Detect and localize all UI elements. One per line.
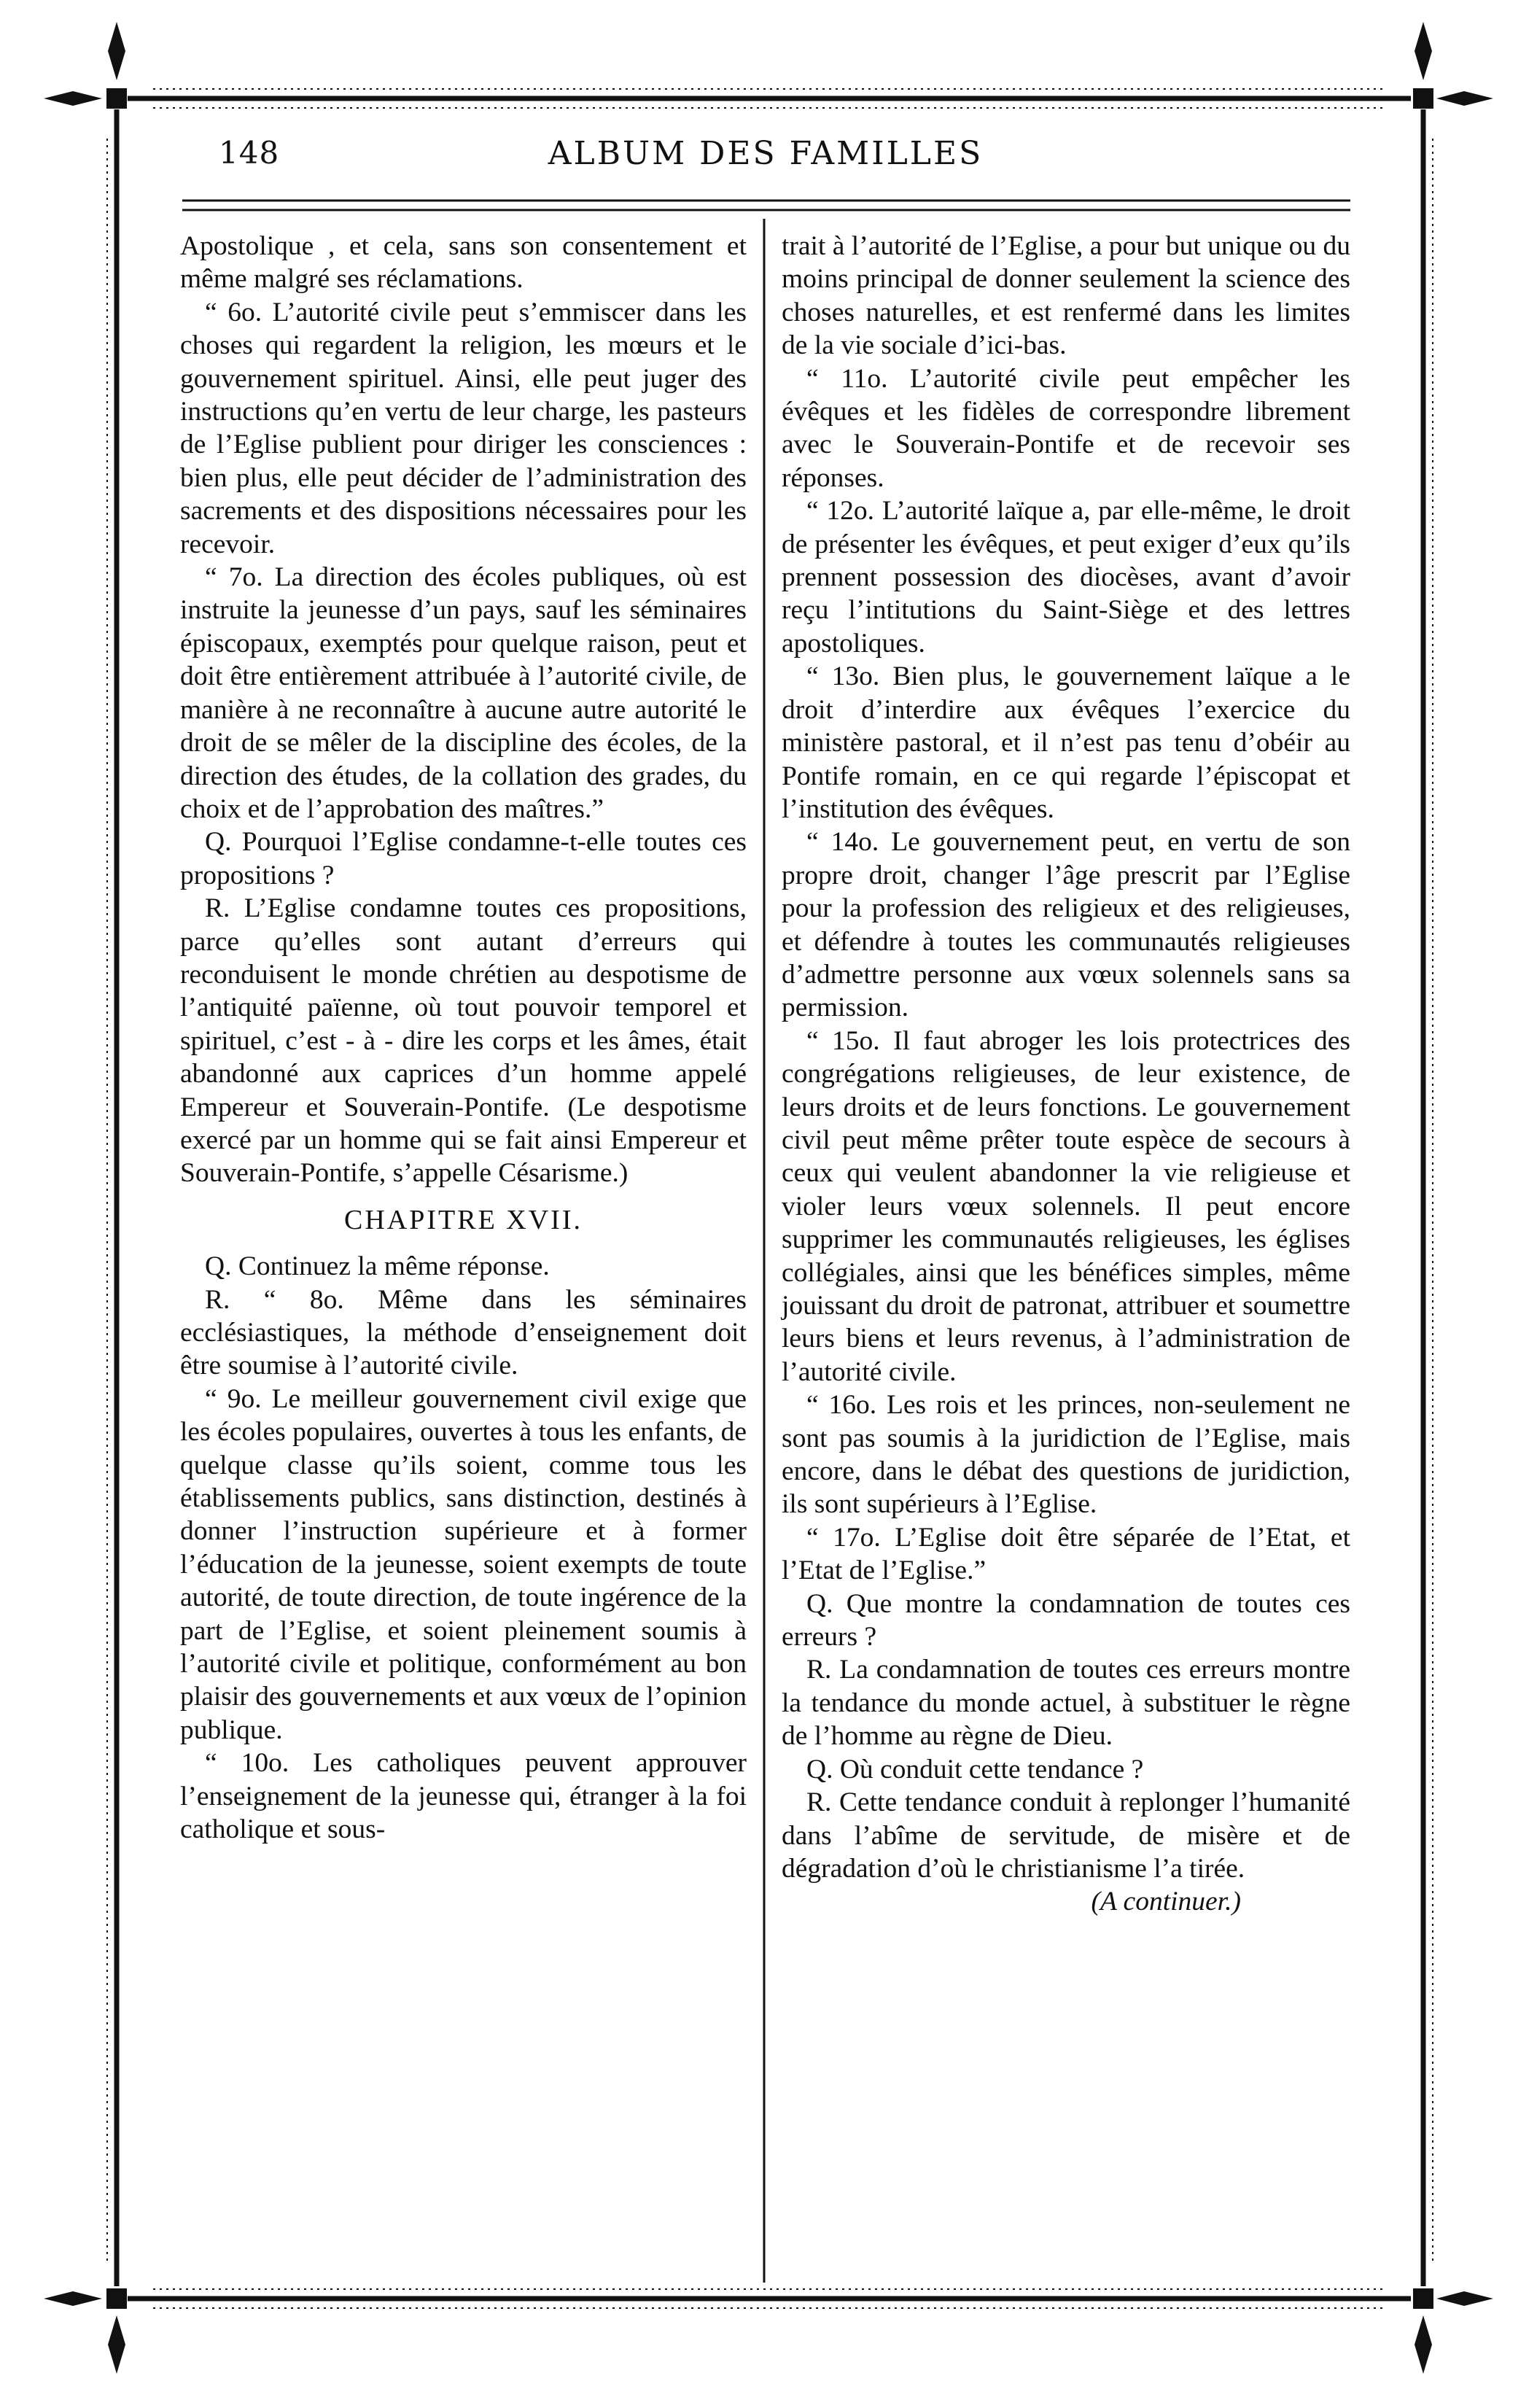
paragraph: R. “ 8o. Même dans les séminaires ecclésiastiques, la méthode d’enseignement doit être soumise à l’autorité civile. [180, 1284, 747, 1381]
paragraph: trait à l’autorité de l’Eglise, a pour but unique ou du moins principal de donner seulement la science des choses naturelles, et est renfermé dans les limites de la vie sociale d’ici-bas. [782, 231, 1350, 361]
paragraph: “ 13o. Bien plus, le gouvernement laïque a le droit d’interdire aux évêques l’exercice du ministère pastoral, et il n’est pas tenu d’obéir au Pontife romain, en ce qui regarde l’épiscopat et l’institution des évêques. [782, 661, 1350, 824]
paragraph: “ 14o. Le gouvernement peut, en vertu de son propre droit, changer l’âge prescrit par l’Eglise pour la profession des religieux et des religieuses, et défendre à toutes les communautés religieuses d’admettre personne aux vœux solennels sans sa permission. [782, 827, 1350, 1023]
chapter-heading: CHAPITRE XVII. [344, 1204, 583, 1235]
paragraph: “ 11o. L’autorité civile peut empêcher les évêques et les fidèles de correspondre librement avec le Souverain-Pontife et de recevoir ses réponses. [782, 363, 1350, 493]
right-column [782, 230, 1350, 1919]
paragraph: R. L’Eglise condamne toutes ces propositions, parce qu’elles sont autant d’erreurs qui reconduisent le monde chrétien au despotisme de l’antiquité païenne, où tout pouvoir temporel et spirituel, c’est - à - dire les corps et les âmes, était abandonné aux caprices d’un homme appelé Empereur et Souverain-Pontife. (Le despotisme exercé par un homme qui se fait ainsi Empereur et Souverain-Pontife, s’appelle Césarisme.) [180, 893, 747, 1189]
page-number: 148 [219, 135, 280, 171]
paragraph: “ 7o. La direction des écoles publiques, où est instruite la jeunesse d’un pays, sauf les séminaires épiscopaux, exemptés pour quelque raison, peut et doit être entièrement attribuée à l’autorité civile, de manière à ne reconnaître à aucune autre autorité le droit de se mêler de la discipline des écoles, de la direction des études, de la collation des grades, du choix et de l’approbation des maîtres.” [180, 562, 747, 824]
paragraph: Q. Où conduit cette tendance ? [806, 1754, 1144, 1784]
paragraph: “ 10o. Les catholiques peuvent approuver l’enseignement de la jeunesse qui, étranger à la foi catholique et sous- [180, 1748, 747, 1845]
paragraph: Q. Que montre la condamnation de toutes ces erreurs ? [782, 1588, 1350, 1652]
left-column [180, 230, 747, 1846]
paragraph: “ 6o. L’autorité civile peut s’emmiscer dans les choses qui regardent la religion, les mœurs et le gouvernement spirituel. Ainsi, elle peut juger des instructions qu’en vertu de leur charge, les pasteurs de l’Eglise publient pour diriger les consciences : bien plus, elle peut décider de l’administration des sacrements et des dispositions nécessaires pour les recevoir. [180, 297, 747, 559]
paragraph: “ 12o. L’autorité laïque a, par elle-même, le droit de présenter les évêques, et peut exiger d’eux qu’ils prennent possession des diocèses, avant d’avoir reçu l’intitutions du Saint-Siège et des lettres apostoliques. [782, 496, 1350, 659]
paragraph: Apostolique , et cela, sans son consentement et même malgré ses réclamations. [180, 231, 747, 295]
to-be-continued-note: (A continuer.) [1091, 1887, 1241, 1917]
paragraph: R. La condamnation de toutes ces erreurs montre la tendance du monde actuel, à substituer le règne de l’homme au règne de Dieu. [782, 1655, 1350, 1752]
paragraph: “ 15o. Il faut abroger les lois protectrices des congrégations religieuses, de leur existence, de leurs droits et de leurs fonctions. Le gouvernement civil peut même prêter toute espèce de secours à ceux qui veulent abandonner la vie religieuse et violer leurs vœux solennels. Il peut encore supprimer les communautés religieuses, les églises collégiales, ainsi que les bénéfices simples, même jouissant du droit de patronat, attribuer et soumettre leurs biens et leurs revenus, à l’administration de l’autorité civile. [782, 1025, 1350, 1387]
paragraph: R. Cette tendance conduit à replonger l’humanité dans l’abîme de servitude, de misère et de dégradation d’où le christianisme l’a tirée. [782, 1787, 1350, 1884]
running-title: ALBUM DES FAMILLES [548, 135, 984, 172]
paragraph: “ 17o. L’Eglise doit être séparée de l’Etat, et l’Etat de l’Eglise.” [782, 1522, 1350, 1586]
page-header [182, 135, 1349, 186]
paragraph: “ 16o. Les rois et les princes, non-seulement ne sont pas soumis à la juridiction de l’Eglise, mais encore, dans le débat des questions de juridiction, ils sont supérieurs à l’Eglise. [782, 1390, 1350, 1520]
paragraph: Q. Pourquoi l’Eglise condamne-t-elle toutes ces propositions ? [180, 827, 747, 890]
paragraph: Q. Continuez la même réponse. [205, 1251, 550, 1282]
paragraph: “ 9o. Le meilleur gouvernement civil exige que les écoles populaires, ouvertes à tous les enfants, de quelque classe qu’ils soient, comme tous les établissements publics, sans distinction, destinés à donner l’instruction supérieure et à former l’éducation de la jeunesse, soient exempts de toute autorité, de toute direction, de toute ingérence de la part de l’Eglise, et soient pleinement soumis à l’autorité civile et politique, conformément au bon plaisir des gouvernements et aux vœux de l’opinion publique. [180, 1383, 747, 1745]
